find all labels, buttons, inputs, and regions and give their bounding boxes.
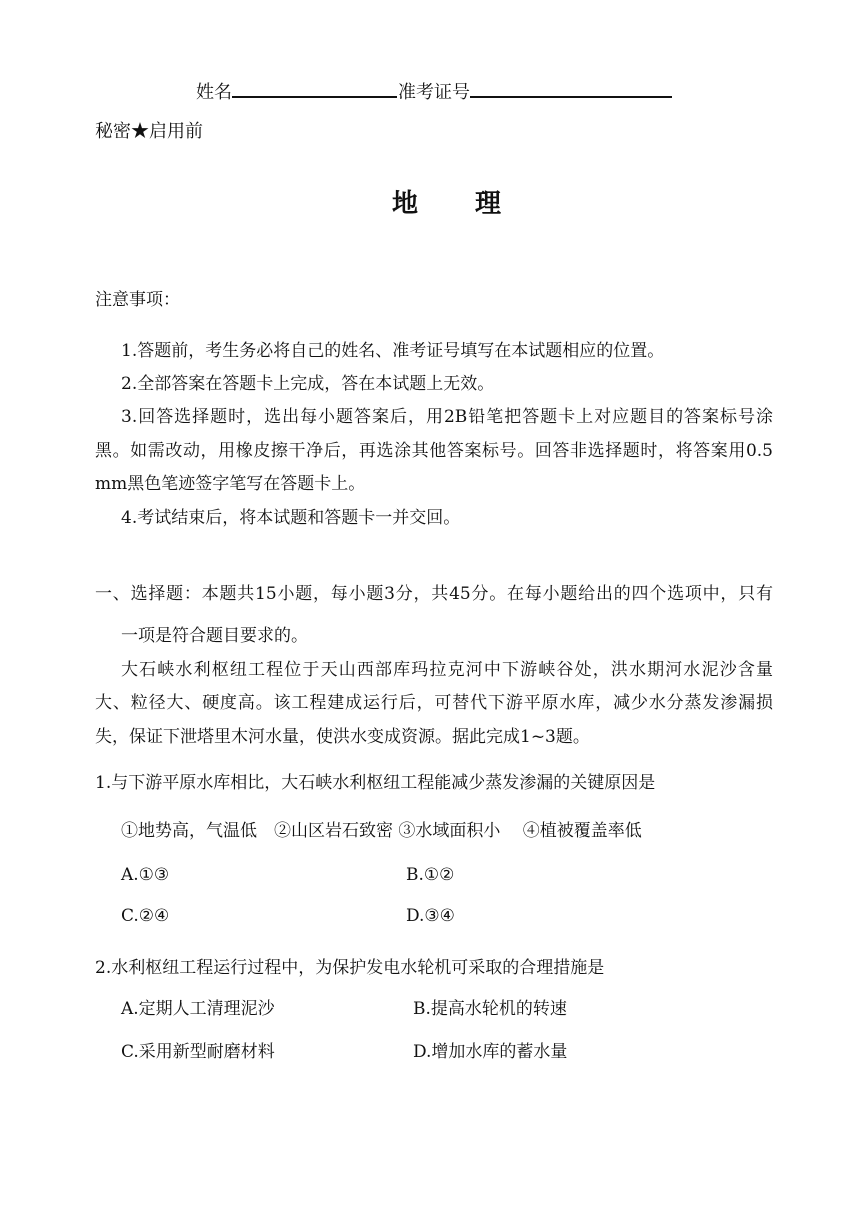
exam-id-label: 准考证号 xyxy=(398,82,470,103)
question-statements: ①地势高，气温低 ②山区岩石致密 ③水域面积小 ④植被覆盖率低 xyxy=(121,821,642,841)
confidential-mark: 秘密★启用前 xyxy=(95,121,203,142)
question-stem: 2.水利枢纽工程运行过程中，为保护发电水轮机可采取的合理措施是 xyxy=(95,958,605,978)
page-title: 地 理 xyxy=(392,189,526,219)
option-c: C.采用新型耐磨材料 xyxy=(121,1042,275,1062)
notice-item: 1.答题前，考生务必将自己的姓名、准考证号填写在本试题相应的位置。 xyxy=(121,341,665,361)
passage-line: 大、粒径大、硬度高。该工程建成运行后，可替代下游平原水库，减少水分蒸发渗漏损 xyxy=(95,693,773,713)
option-b: B.提高水轮机的转速 xyxy=(413,999,567,1019)
section-heading-continued: 一项是符合题目要求的。 xyxy=(121,626,308,646)
passage-line: 大石峡水利枢纽工程位于天山西部库玛拉克河中下游峡谷处，洪水期河水泥沙含量 xyxy=(121,660,773,680)
option-c: C.②④ xyxy=(121,906,170,926)
option-d: D.增加水库的蓄水量 xyxy=(413,1042,568,1062)
option-a: A.①③ xyxy=(121,865,170,885)
question-stem: 1.与下游平原水库相比，大石峡水利枢纽工程能减少蒸发渗漏的关键原因是 xyxy=(95,773,656,793)
passage-line: 失，保证下泄塔里木河水量，使洪水变成资源。据此完成1~3题。 xyxy=(95,727,590,747)
section-heading: 一、选择题：本题共15小题，每小题3分，共45分。在每小题给出的四个选项中，只有 xyxy=(95,584,773,604)
notice-item: 2.全部答案在答题卡上完成，答在本试题上无效。 xyxy=(121,374,495,394)
notice-item: 3.回答选择题时，选出每小题答案后，用2B铅笔把答题卡上对应题目的答案标号涂 xyxy=(121,407,773,427)
name-field xyxy=(196,78,397,105)
name-label: 姓名 xyxy=(196,82,232,103)
notice-item-continued: 黑。如需改动，用橡皮擦干净后，再选涂其他答案标号。回答非选择题时，将答案用0.5 xyxy=(95,441,773,461)
notice-item-continued: mm黑色笔迹签字笔写在答题卡上。 xyxy=(95,474,366,494)
option-b: B.①② xyxy=(406,865,455,885)
exam-id-blank xyxy=(470,78,672,98)
notice-heading: 注意事项： xyxy=(95,290,180,310)
name-blank xyxy=(232,78,397,98)
option-a: A.定期人工清理泥沙 xyxy=(121,999,275,1019)
notice-item: 4.考试结束后，将本试题和答题卡一并交回。 xyxy=(121,508,461,528)
exam-id-field xyxy=(398,78,672,105)
option-d: D.③④ xyxy=(406,906,455,926)
